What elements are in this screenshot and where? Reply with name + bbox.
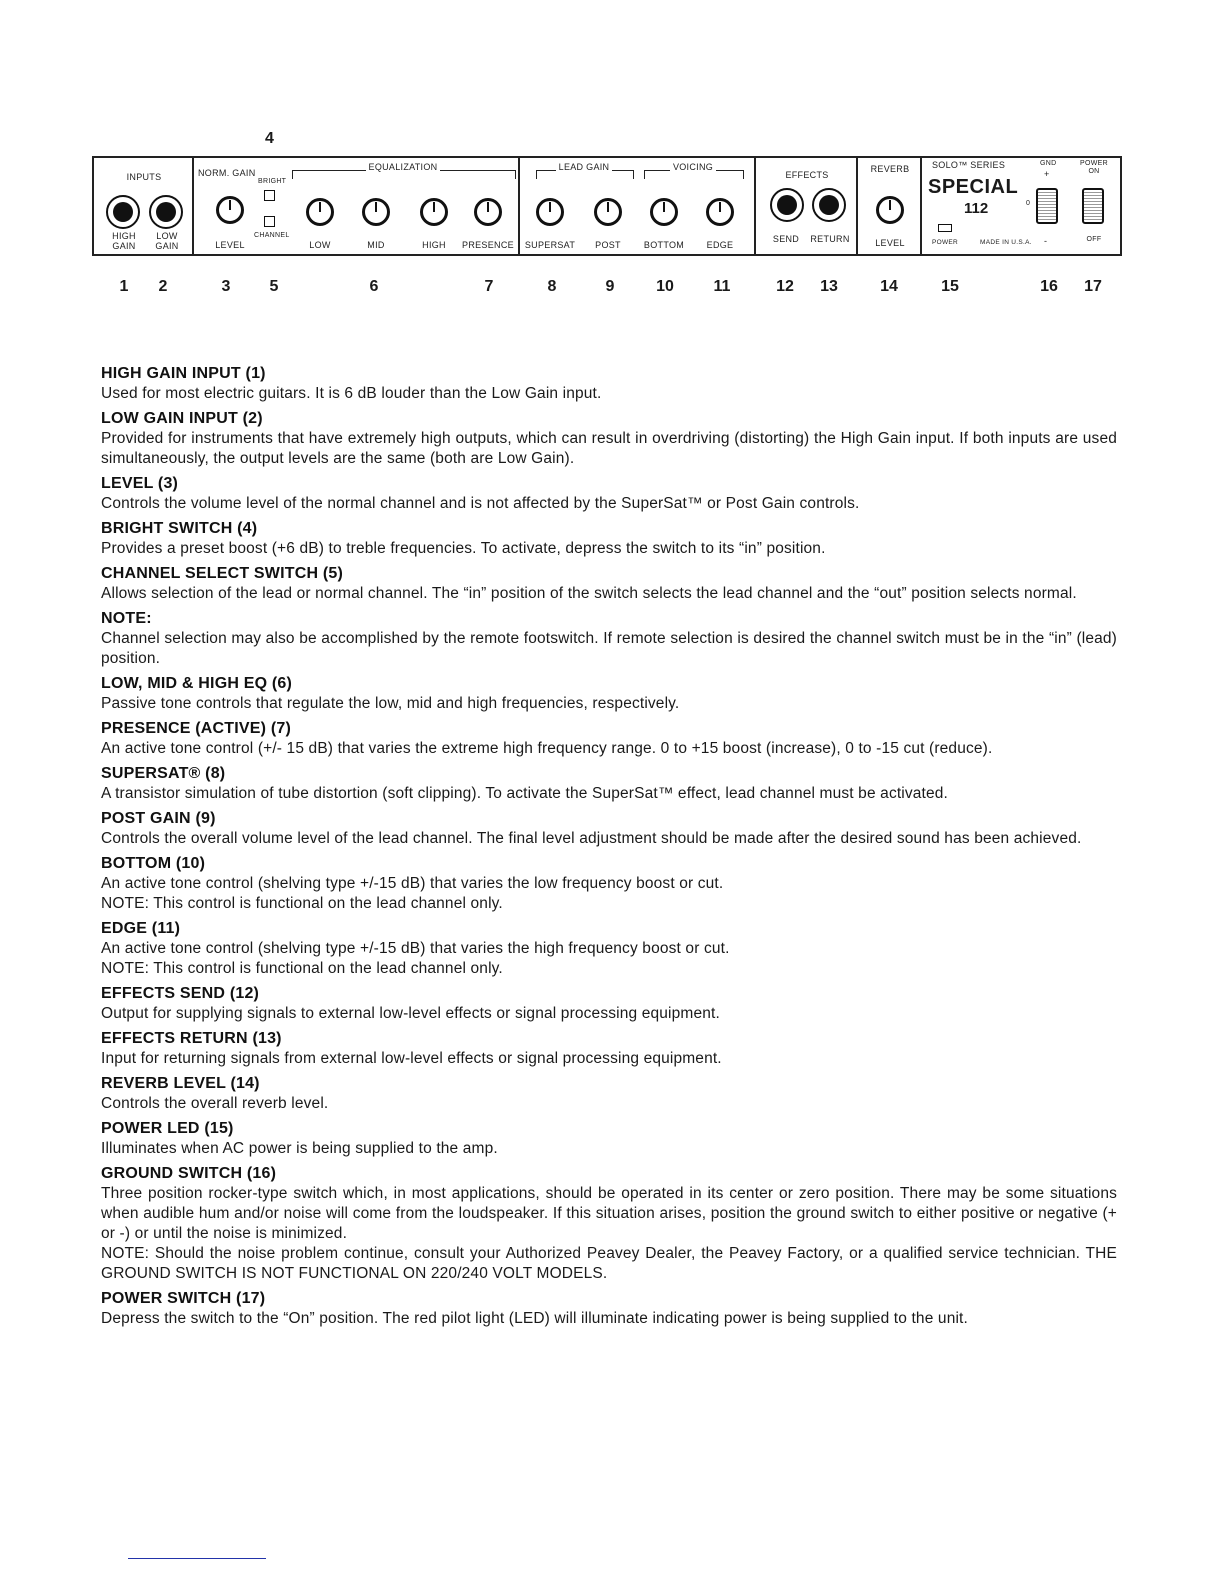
entry-title: BOTTOM (10) bbox=[101, 855, 206, 872]
bottom-label: BOTTOM bbox=[643, 240, 685, 250]
supersat-knob bbox=[536, 198, 564, 226]
channel-label: CHANNEL bbox=[254, 232, 290, 239]
entry-channel-select-switch bbox=[101, 564, 1117, 604]
made-in-label: MADE IN U.S.A. bbox=[980, 239, 1032, 246]
callout-numbers bbox=[0, 278, 1224, 302]
brand-section bbox=[922, 158, 1122, 254]
send-jack bbox=[770, 188, 804, 222]
entry-note: NOTE: Should the noise problem continue, consult your Authorized Peavey Dealer, the Peavey Factory, or a qualified service technician. THE GROUND SWITCH IS NOT FUNCTIONAL ON 220/240 VOLT MODELS. bbox=[101, 1245, 1117, 1282]
callout-number: 13 bbox=[820, 278, 838, 295]
entry-edge bbox=[101, 919, 1117, 979]
entry-text: An active tone control (shelving type +/-15 dB) that varies the low frequency boost or cut. bbox=[101, 875, 724, 892]
callout-number: 12 bbox=[776, 278, 794, 295]
callout-number: 5 bbox=[269, 278, 279, 295]
high-gain-label: HIGH GAIN bbox=[112, 231, 136, 251]
control-descriptions bbox=[101, 364, 1117, 1334]
entry-title: LOW, MID & HIGH EQ (6) bbox=[101, 675, 293, 692]
entry-text: Input for returning signals from external low-level effects or signal processing equipment. bbox=[101, 1050, 722, 1067]
normal-channel-section bbox=[194, 158, 520, 254]
entry-text: An active tone control (+/- 15 dB) that varies the extreme high frequency range. 0 to +15 boost (increase), 0 to -15 cut (reduce). bbox=[101, 740, 993, 757]
entry-title: EFFECTS RETURN (13) bbox=[101, 1030, 282, 1047]
entry-text: Channel selection may also be accomplished by the remote footswitch. If remote selection is desired the channel switch must be in the “in” (lead) position. bbox=[101, 630, 1117, 667]
gnd-label: GND bbox=[1040, 160, 1057, 167]
high-label: HIGH bbox=[422, 240, 446, 250]
presence-knob bbox=[474, 198, 502, 226]
edge-knob bbox=[706, 198, 734, 226]
bottom-knob bbox=[650, 198, 678, 226]
bright-switch bbox=[264, 190, 275, 201]
entry-text: Output for supplying signals to external low-level effects or signal processing equipment. bbox=[101, 1005, 720, 1022]
entry-note: NOTE: This control is functional on the lead channel only. bbox=[101, 960, 503, 977]
callout-number: 2 bbox=[158, 278, 168, 295]
model-number: 112 bbox=[964, 200, 989, 217]
entry-text: Allows selection of the lead or normal channel. The “in” position of the switch selects the lead channel and the “out” position selects normal. bbox=[101, 585, 1077, 602]
high-gain-jack bbox=[106, 195, 140, 229]
reverb-level-label: LEVEL bbox=[875, 238, 905, 248]
callout-number: 8 bbox=[547, 278, 557, 295]
eq-title bbox=[292, 162, 514, 172]
callout-number-4: 4 bbox=[265, 130, 274, 147]
effects-section bbox=[756, 158, 858, 254]
callout-number: 16 bbox=[1040, 278, 1058, 295]
post-knob bbox=[594, 198, 622, 226]
entry-title: POWER LED (15) bbox=[101, 1120, 234, 1137]
level-knob bbox=[216, 196, 244, 224]
entry-title: EFFECTS SEND (12) bbox=[101, 985, 260, 1002]
mid-knob bbox=[362, 198, 390, 226]
entry-presence bbox=[101, 719, 1117, 759]
entry-text: A transistor simulation of tube distortion (soft clipping). To activate the SuperSat™ effect, lead channel must be activated. bbox=[101, 785, 949, 802]
entry-eq bbox=[101, 674, 1117, 714]
entry-text: Controls the overall reverb level. bbox=[101, 1095, 329, 1112]
inputs-title: INPUTS bbox=[126, 172, 162, 182]
edge-label: EDGE bbox=[706, 240, 734, 250]
entry-bright-switch bbox=[101, 519, 1117, 559]
entry-text: An active tone control (shelving type +/-15 dB) that varies the high frequency boost or cut. bbox=[101, 940, 730, 957]
lead-gain-title-text: LEAD GAIN bbox=[556, 162, 613, 172]
entry-text: Controls the overall volume level of the lead channel. The final level adjustment should be made after the desired sound has been achieved. bbox=[101, 830, 1082, 847]
callout-number: 7 bbox=[484, 278, 494, 295]
series-label: SOLO™ SERIES bbox=[932, 160, 1006, 170]
channel-switch bbox=[264, 216, 275, 227]
callout-number: 11 bbox=[713, 278, 731, 295]
entry-title: PRESENCE (ACTIVE) (7) bbox=[101, 720, 291, 737]
entry-note: NOTE: This control is functional on the lead channel only. bbox=[101, 895, 503, 912]
model-name: SPECIAL bbox=[928, 176, 1019, 198]
entry-effects-send bbox=[101, 984, 1117, 1024]
low-knob bbox=[306, 198, 334, 226]
callout-number: 10 bbox=[656, 278, 674, 295]
low-label: LOW bbox=[309, 240, 331, 250]
power-led bbox=[938, 224, 952, 232]
entry-text: Illuminates when AC power is being supplied to the amp. bbox=[101, 1140, 498, 1157]
footer-rule bbox=[128, 1558, 266, 1559]
entry-text: Provides a preset boost (+6 dB) to treble frequencies. To activate, depress the switch to its “in” position. bbox=[101, 540, 826, 557]
mid-label: MID bbox=[367, 240, 385, 250]
low-gain-label: LOW GAIN bbox=[155, 231, 179, 251]
low-gain-jack bbox=[149, 195, 183, 229]
bright-label: BRIGHT bbox=[258, 178, 287, 185]
entry-title: POWER SWITCH (17) bbox=[101, 1290, 266, 1307]
callout-number: 17 bbox=[1084, 278, 1102, 295]
norm-gain-title: NORM. GAIN bbox=[198, 168, 256, 178]
high-knob bbox=[420, 198, 448, 226]
effects-title: EFFECTS bbox=[785, 170, 829, 180]
power-on-label: POWER ON bbox=[1080, 160, 1108, 175]
level-label: LEVEL bbox=[215, 240, 245, 250]
callout-number: 6 bbox=[369, 278, 379, 295]
return-label: RETURN bbox=[810, 234, 850, 244]
entry-low-gain-input bbox=[101, 409, 1117, 469]
callout-number: 14 bbox=[880, 278, 898, 295]
entry-level bbox=[101, 474, 1117, 514]
reverb-knob bbox=[876, 196, 904, 224]
entry-text: Depress the switch to the “On” position. The red pilot light (LED) will illuminate indicating power is being supplied to the unit. bbox=[101, 1310, 968, 1327]
entry-effects-return bbox=[101, 1029, 1117, 1069]
entry-title: BRIGHT SWITCH (4) bbox=[101, 520, 258, 537]
entry-text: Provided for instruments that have extremely high outputs, which can result in overdriving (distorting) the High Gain input. If both inputs are used simultaneously, the output levels are the same (both are Low Gain). bbox=[101, 430, 1117, 467]
inputs-section bbox=[94, 158, 194, 254]
entry-power-switch bbox=[101, 1289, 1117, 1329]
voicing-title-text: VOICING bbox=[670, 162, 716, 172]
power-off-label: OFF bbox=[1086, 236, 1102, 243]
entry-title: GROUND SWITCH (16) bbox=[101, 1165, 277, 1182]
gnd-zero-label: 0 bbox=[1026, 200, 1031, 207]
entry-reverb-level bbox=[101, 1074, 1117, 1114]
lead-gain-title bbox=[536, 162, 632, 172]
gnd-plus-label: + bbox=[1044, 169, 1050, 179]
gnd-minus-label: - bbox=[1044, 236, 1048, 246]
eq-title-text: EQUALIZATION bbox=[366, 162, 441, 172]
entry-bottom bbox=[101, 854, 1117, 914]
entry-title: HIGH GAIN INPUT (1) bbox=[101, 365, 266, 382]
power-switch bbox=[1082, 188, 1104, 224]
entry-title: REVERB LEVEL (14) bbox=[101, 1075, 260, 1092]
entry-title: EDGE (11) bbox=[101, 920, 181, 937]
callout-number: 1 bbox=[119, 278, 129, 295]
entry-text: Passive tone controls that regulate the low, mid and high frequencies, respectively. bbox=[101, 695, 680, 712]
entry-title: CHANNEL SELECT SWITCH (5) bbox=[101, 565, 344, 582]
entry-title: POST GAIN (9) bbox=[101, 810, 216, 827]
entry-note bbox=[101, 609, 1117, 669]
entry-power-led bbox=[101, 1119, 1117, 1159]
send-label: SEND bbox=[772, 234, 800, 244]
power-led-label: POWER bbox=[932, 239, 959, 246]
entry-high-gain-input bbox=[101, 364, 1117, 404]
entry-text: Three position rocker-type switch which, in most applications, should be operated in its center or zero position. There may be some situations when audible hum and/or noise will come from the loudspeaker. If this situation arises, position the ground switch to either positive or negative (+ or -) or until the noise is minimized. bbox=[101, 1185, 1117, 1242]
return-jack bbox=[812, 188, 846, 222]
reverb-title: REVERB bbox=[870, 164, 910, 174]
post-label: POST bbox=[595, 240, 621, 250]
lead-channel-section bbox=[520, 158, 756, 254]
callout-number: 3 bbox=[221, 278, 231, 295]
supersat-label: SUPERSAT bbox=[524, 240, 576, 250]
callout-number: 9 bbox=[605, 278, 615, 295]
entry-title: NOTE: bbox=[101, 610, 152, 627]
entry-ground-switch bbox=[101, 1164, 1117, 1284]
entry-title: SUPERSAT® (8) bbox=[101, 765, 226, 782]
entry-supersat bbox=[101, 764, 1117, 804]
entry-title: LOW GAIN INPUT (2) bbox=[101, 410, 263, 427]
presence-label: PRESENCE bbox=[462, 240, 514, 250]
ground-switch bbox=[1036, 188, 1058, 224]
entry-post-gain bbox=[101, 809, 1117, 849]
front-panel-diagram bbox=[92, 156, 1122, 256]
entry-title: LEVEL (3) bbox=[101, 475, 179, 492]
voicing-title bbox=[644, 162, 742, 172]
entry-text: Used for most electric guitars. It is 6 dB louder than the Low Gain input. bbox=[101, 385, 602, 402]
reverb-section bbox=[858, 158, 922, 254]
entry-text: Controls the volume level of the normal channel and is not affected by the SuperSat™ or Post Gain controls. bbox=[101, 495, 860, 512]
callout-number: 15 bbox=[941, 278, 959, 295]
